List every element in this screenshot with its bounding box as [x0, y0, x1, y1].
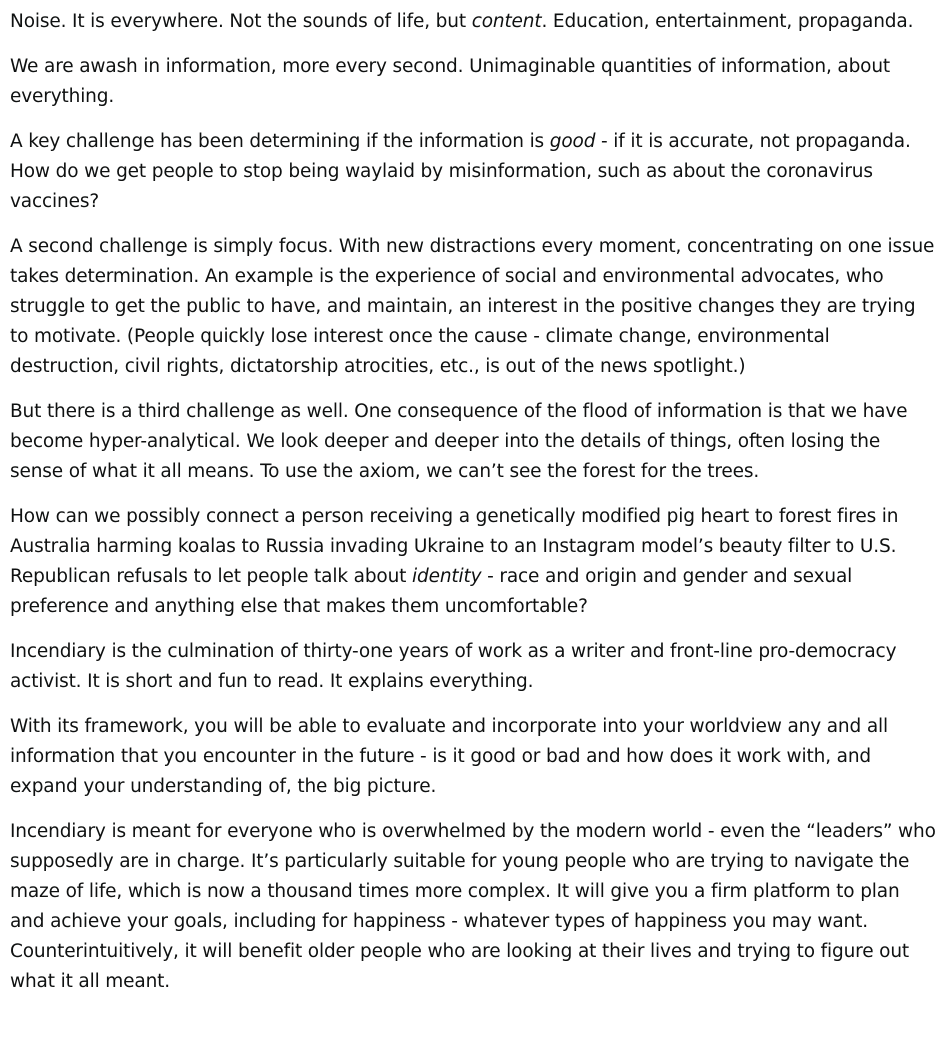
paragraph-text: Incendiary is the culmination of thirty-one years of work as a writer and front-line pro-democracy activist. It is short and fun to read. It explains everything. — [10, 641, 897, 692]
paragraph-text: With its framework, you will be able to evaluate and incorporate into your worldview any and all information that you encounter in the future - is it good or bad and how does it work with, and expand your understanding of, the big picture. — [10, 716, 888, 797]
paragraph-text: . Education, entertainment, propaganda. — [541, 11, 914, 32]
paragraph-text: - if it is accurate, not propaganda. How do we get people to stop being waylaid by misinformation, such as about the coronavirus vaccines? — [10, 131, 911, 212]
emphasized-word: identity — [412, 566, 482, 587]
description-paragraph — [10, 397, 938, 487]
paragraph-text: Noise. It is everywhere. Not the sounds of life, but — [10, 11, 472, 32]
paragraph-text: How can we possibly connect a person receiving a genetically modified pig heart to forest fires in Australia harming koalas to Russia invading Ukraine to an Instagram model’s beauty filter to U.S. Republican refusals to let people talk about — [10, 506, 899, 587]
book-description — [0, 7, 944, 997]
emphasized-word: content — [471, 11, 542, 32]
description-paragraph — [10, 7, 938, 37]
paragraph-text: We are awash in information, more every second. Unimaginable quantities of information, about everything. — [10, 56, 891, 107]
paragraph-text: Incendiary is meant for everyone who is overwhelmed by the modern world - even the “leaders” who supposedly are in charge. It’s particularly suitable for young people who are trying to navigate the maze of life, which is now a thousand times more complex. It will give you a firm platform to plan and achieve your goals, including for happiness - whatever types of happiness you may want. Counterintuitively, it will benefit older people who are looking at their lives and trying to figure out what it all meant. — [10, 821, 936, 992]
description-paragraph — [10, 52, 938, 112]
paragraph-text: But there is a third challenge as well. One consequence of the flood of information is that we have become hyper-analytical. We look deeper and deeper into the details of things, often losing the sense of what it all means. To use the axiom, we can’t see the forest for the trees. — [10, 401, 908, 482]
paragraph-text: A key challenge has been determining if the information is — [10, 131, 550, 152]
description-paragraph — [10, 502, 938, 622]
paragraph-text: A second challenge is simply focus. With new distractions every moment, concentrating on one issue takes determination. An example is the experience of social and environmental advocates, who struggle to get the public to have, and maintain, an interest in the positive changes they are trying to motivate. (People quickly lose interest once the cause - climate change, environmental destruction, civil rights, dictatorship atrocities, etc., is out of the news spotlight.) — [10, 236, 935, 377]
emphasized-word: good — [549, 131, 596, 152]
description-paragraph — [10, 232, 938, 382]
description-paragraph — [10, 637, 938, 697]
description-paragraph — [10, 712, 938, 802]
description-paragraph — [10, 127, 938, 217]
paragraph-text: - race and origin and gender and sexual preference and anything else that makes them uncomfortable? — [10, 566, 853, 617]
description-paragraph — [10, 817, 938, 997]
